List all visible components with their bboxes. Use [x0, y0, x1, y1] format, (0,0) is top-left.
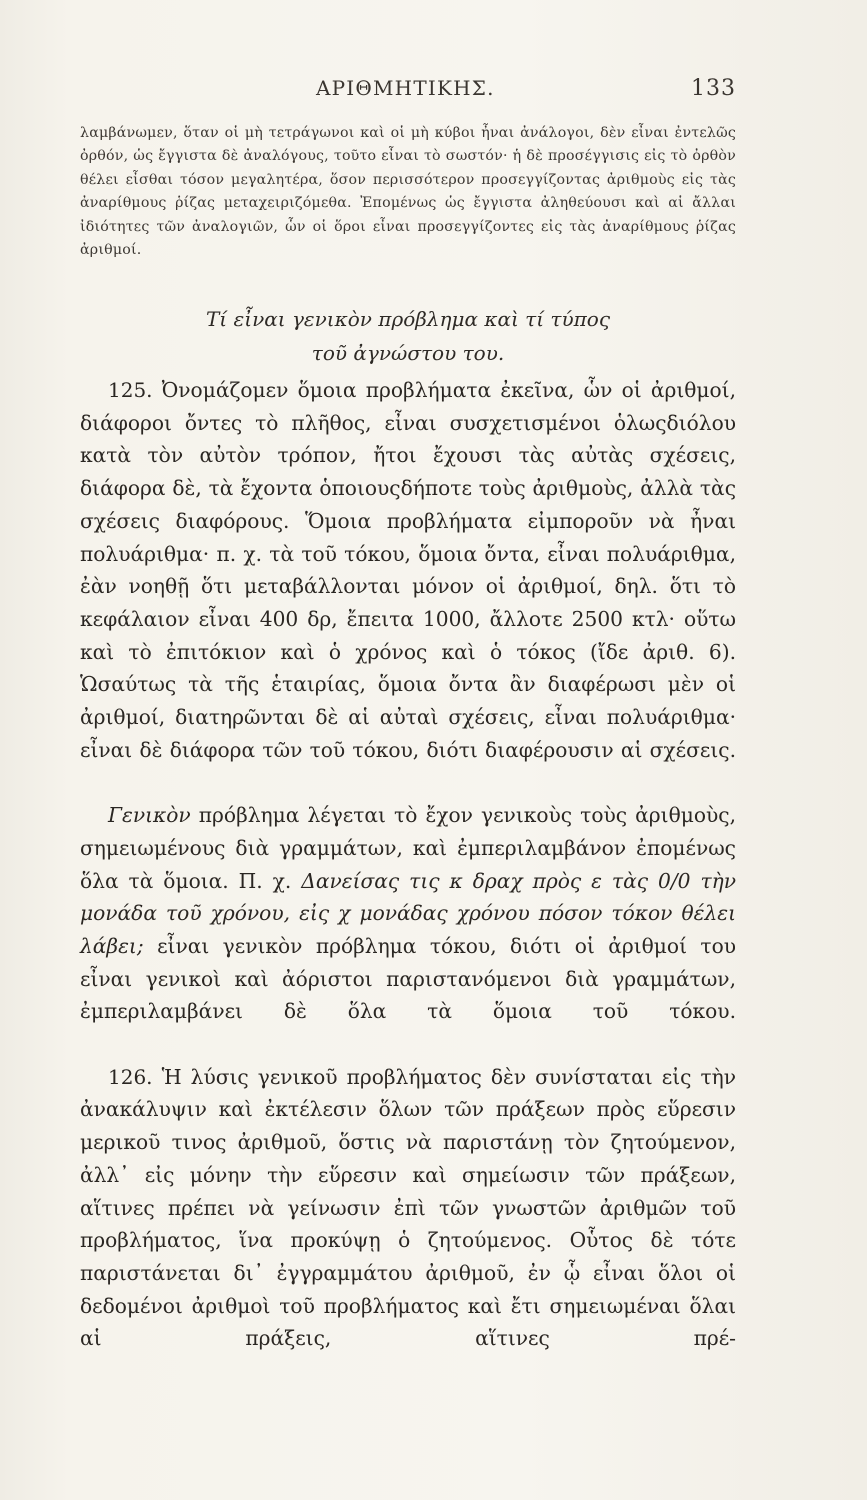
paragraph-text-a: πρόβλημα λέγεται τὸ ἔχον γενικοὺς τοὺς ἀριθμοὺς, σημειωμένους διὰ γραμμάτων, καὶ ἐμπεριλαμβάνον ἐπομένως ὅλα τὰ ὅμοια. Π. χ. — [80, 803, 736, 893]
paragraph-number: 125. — [108, 378, 153, 402]
section-heading-line-1: Τί εἶναι γενικὸν πρόβλημα καὶ τί τύπος — [205, 307, 611, 331]
paragraph-text-c: εἶναι γενικὸν πρόβλημα τόκου, διότι οἱ ἀριθμοί του εἶναι γενικοὶ καὶ ἀόριστοι παριστανόμενοι διὰ γραμμάτων, ἐμπεριλαμβάνει δὲ ὅλα τὰ ὅμοια τοῦ τόκου. — [80, 933, 736, 1024]
paragraph-125 — [80, 374, 736, 799]
body-text — [80, 374, 736, 1388]
intro-paragraph-block — [80, 122, 736, 286]
paragraph-text: Ὀνομάζομεν ὅμοια προβλήματα ἐκεῖνα, ὧν οἱ ἀριθμοί, διάφοροι ὄντες τὸ πλῆθος, εἶναι συσχετισμένοι ὁλωςδιόλου κατὰ τὸν αὐτὸν τρόπον, ἤτοι ἔχουσι τὰς αὐτὰς σχέσεις, διάφορα δὲ, τὰ ἔχοντα ὁποιουςδήποτε τοὺς ἀριθμοὺς, ἀλλὰ τὰς σχέσεις διαφόρους. Ὅμοια προβλήματα εἰμποροῦν νὰ ἦναι πολυάριθμα· π. χ. τὰ τοῦ τόκου, ὅμοια ὄντα, εἶναι πολυάριθμα, ἐὰν νοηθῇ ὅτι μεταβάλλονται μόνον οἱ ἀριθμοί, δηλ. ὅτι τὸ κεφάλαιον εἶναι 400 δρ, ἔπειτα 1000, ἄλλοτε 2500 κτλ· οὕτω καὶ τὸ ἐπιτόκιον καὶ ὁ χρόνος καὶ ὁ τόκος (ἴδε ἀριθ. 6). Ὡσαύτως τὰ τῆς ἑταιρίας, ὅμοια ὄντα ἂν διαφέρωσι μὲν οἱ ἀριθμοί, διατηρῶνται δὲ αἱ αὐταὶ σχέσεις, εἶναι πολυάριθμα· εἶναι δὲ διάφορα τῶν τοῦ τόκου, διότι διαφέρουσιν αἱ σχέσεις. — [80, 378, 736, 762]
paragraph-lead-italic: Γενικὸν — [108, 803, 191, 828]
paragraph-text: Ἡ λύσις γενικοῦ προβλήματος δὲν συνίσταται εἰς τὴν ἀνακάλυψιν καὶ ἐκτέλεσιν ὅλων τῶν πράξεων πρὸς εὕρεσιν μερικοῦ τινος ἀριθμοῦ, ὅστις νὰ παριστάνῃ τὸν ζητούμενον, ἀλλ᾽ εἰς μόνην τὴν εὕρεσιν καὶ σημείωσιν τῶν πράξεων, αἵτινες πρέπει νὰ γείνωσιν ἐπὶ τῶν γνωστῶν ἀριθμῶν τοῦ προβλήματος, ἵνα προκύψῃ ὁ ζητούμενος. Οὗτος δὲ τότε παριστάνεται δι᾽ ἐγγραμμάτου ἀριθμοῦ, ἐν ᾧ εἶναι ὅλοι οἱ δεδομένοι ἀριθμοὶ τοῦ προβλήματος καὶ ἔτι σημειωμέναι ὅλαι αἱ πράξεις, αἵτινες πρέ- — [80, 1064, 736, 1351]
paragraph-number: 126. — [108, 1064, 153, 1089]
paragraph-italic-example: Δανείσας τις κ δραχ πρὸς ε τὰς 0/0 τὴν μονάδα τοῦ χρόνου, εἰς χ μονάδας χρόνου πόσον τόκον θέλει λάβει; — [80, 868, 736, 958]
paragraph-general-problem — [80, 799, 736, 1061]
section-heading — [80, 302, 736, 370]
page-header — [80, 76, 736, 106]
running-title: ΑΡΙΘΜΗΤΙΚΗΣ. — [316, 76, 495, 100]
page-number: 133 — [691, 76, 736, 101]
paragraph-126 — [80, 1061, 736, 1388]
section-heading-line-2: τοῦ ἀγνώστου του. — [311, 341, 505, 365]
intro-paragraph: λαμβάνωμεν, ὅταν οἱ μὴ τετράγωνοι καὶ οἱ μὴ κύβοι ἦναι ἀνάλογοι, δὲν εἶναι ἐντελῶς ὀρθόν, ὡς ἔγγιστα δὲ ἀναλόγους, τοῦτο εἶναι τὸ σωστόν· ἡ δὲ προσέγγισις εἰς τὸ ὀρθὸν θέλει εἶσθαι τόσον μεγαλητέρα, ὅσον περισσότερον προσεγγίζοντας ἀριθμοὺς εἰς τὰς ἀναρίθμους ῥίζας μεταχειριζόμεθα. Ἐπομένως ὡς ἔγγιστα ἀληθεύουσι καὶ αἱ ἄλλαι ἰδιότητες τῶν ἀναλογιῶν, ὧν οἱ ὅροι εἶναι προσεγγίζοντες εἰς τὰς ἀναρίθμους ῥίζας ἀριθμοί. — [80, 125, 736, 259]
